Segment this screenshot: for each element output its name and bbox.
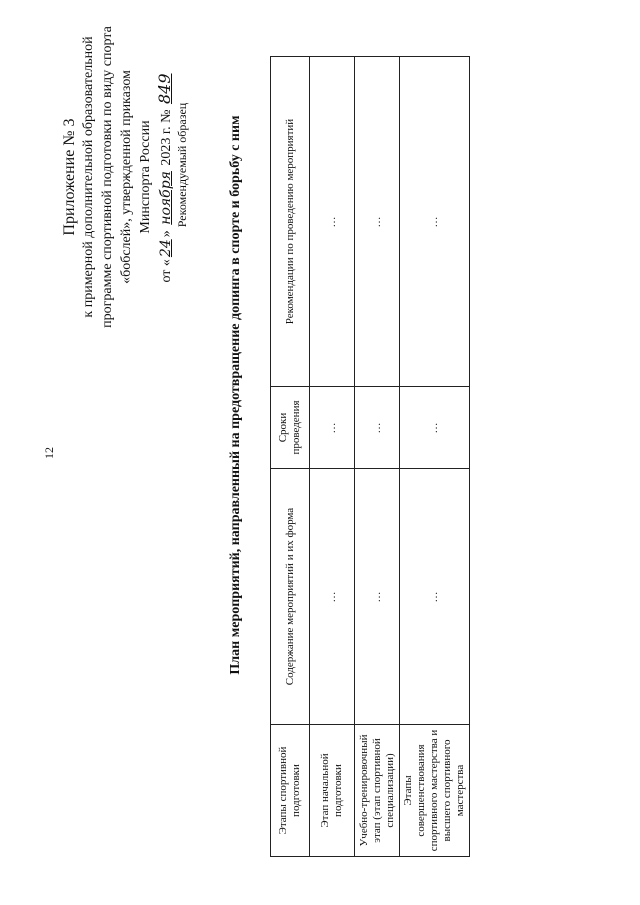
appendix-line: «бобслей», утвержденной приказом — [119, 70, 134, 284]
content-cell: … — [400, 469, 470, 725]
appendix-line: программе спортивной подготовки по виду спорта — [100, 26, 115, 328]
timing-cell: … — [400, 387, 470, 469]
header-timing: Сроки проведения — [271, 387, 310, 469]
order-date-line — [155, 0, 176, 357]
appendix-header — [60, 0, 176, 357]
table-header-row — [271, 57, 310, 857]
appendix-title: Приложение № 3 — [61, 118, 78, 236]
recommendations-cell: … — [355, 57, 400, 387]
stage-cell: Учебно-тренировочный этап (этап спортивной специализации) — [355, 725, 400, 857]
content-cell: … — [355, 469, 400, 725]
appendix-line: Минспорта России — [138, 120, 153, 234]
header-stage: Этапы спортивной подготовки — [271, 725, 310, 857]
page-number: 12 — [42, 447, 56, 459]
table-row — [310, 57, 355, 857]
timing-cell: … — [355, 387, 400, 469]
appendix-line: к примерной дополнительной образовательной — [81, 36, 96, 318]
order-day: 24 — [158, 239, 174, 258]
stage-cell: Этапы совершенствования спортивного мастерства и высшего спортивного мастерства — [400, 725, 470, 857]
header-recommendations: Рекомендации по проведению мероприятий — [271, 57, 310, 387]
order-month: ноября — [158, 171, 174, 225]
timing-cell: … — [310, 387, 355, 469]
plan-table — [270, 56, 470, 857]
stage-cell: Этап начальной подготовки — [310, 725, 355, 857]
order-year: 2023 г. № — [159, 106, 174, 170]
recommendations-cell: … — [400, 57, 470, 387]
recommended-sample-label: Рекомендуемый образец — [175, 102, 189, 228]
table-row — [355, 57, 400, 857]
recommendations-cell: … — [310, 57, 355, 387]
order-middle: » — [159, 226, 174, 238]
content-cell: … — [310, 469, 355, 725]
order-prefix: от « — [159, 259, 174, 283]
plan-title: План мероприятий, направленный на предотвращение допинга в спорте и борьбу с ним — [228, 115, 243, 675]
order-number: 849 — [155, 73, 174, 105]
header-content: Содержание мероприятий и их форма — [271, 469, 310, 725]
table-row — [400, 57, 470, 857]
